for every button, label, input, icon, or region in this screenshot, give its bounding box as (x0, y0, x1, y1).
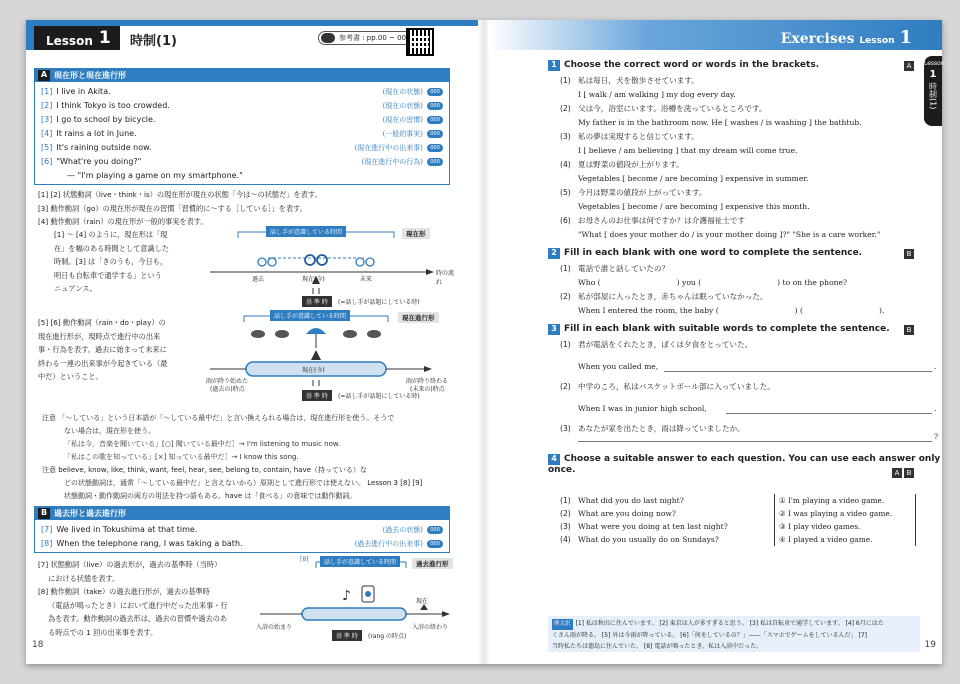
example-tag: (一般的事実) (382, 130, 423, 138)
q2-item-2-english[interactable] (578, 304, 918, 317)
diagram-time-label: 話し手が意識している時間 (320, 556, 400, 567)
item-japanese: 私は毎日，犬を散歩させています。 (578, 76, 699, 85)
q1-item-6-english[interactable]: "What [ does your mother do / is your mother doing ]?" "She is a care worker." (578, 230, 881, 239)
q3-item-1-end: . (934, 362, 937, 371)
q4-item-1 (560, 494, 684, 507)
blank-segment: ) ( (794, 306, 803, 315)
translation-line: [1] 私は秋田に住んでいます。 [2] 東京は人が多すぎると思う。 [3] 私は自転車で通学しています。 [4] 6月にはた (575, 620, 884, 627)
example-index: [2] (41, 101, 53, 110)
rule-line: 「私は今，音楽を聞いている」[○] 聞いている最中だ］→ I'm listening to music now. (64, 440, 341, 448)
item-number: (3) (560, 132, 571, 141)
answer-line[interactable] (578, 441, 932, 442)
diagram-base-text: (=話し手が話題にしている時) (338, 299, 420, 306)
section-a-letter: A (38, 70, 50, 81)
item-number: (1) (560, 496, 571, 505)
q1-item-6 (560, 214, 745, 227)
section-b-title: 過去形と過去進行形 (54, 509, 126, 518)
example-text: I think Tokyo is too crowded. (56, 101, 170, 110)
blank-segment: When I entered the room, the baby ( (578, 306, 719, 315)
translation-line: 当時私たちは徳島に住んでいた。 [8] 電話が鳴ったとき，私は入浴中だった。 (552, 643, 763, 650)
note-line: [1] [2] 状態動詞（live・think・is）の現在形が現在の状態「今は〜の状態だ」を表す。 (38, 190, 322, 199)
exercises-lesson-number: 1 (899, 27, 912, 48)
diagram-base-key: 基 準 時 (302, 390, 332, 401)
q1-item-3 (560, 130, 699, 143)
level-badge: B (904, 249, 914, 259)
item-number: (5) (560, 188, 571, 197)
item-number: (1) (560, 264, 571, 273)
translation-key: 例文訳 (552, 619, 573, 630)
audio-badge[interactable]: 000 (427, 158, 443, 166)
answer-line[interactable] (726, 413, 932, 414)
exercises-lesson-label: Lesson (859, 36, 895, 46)
past-progressive-diagram (256, 556, 456, 642)
level-badge: A (904, 61, 914, 71)
blank-segment: ) to on the phone? (777, 278, 848, 287)
question-number: 2 (548, 248, 560, 259)
item-japanese: 私の夢は実現すると信じています。 (578, 132, 699, 141)
item-japanese: あなたが家を出たとき，雨は降っていましたか。 (578, 424, 745, 433)
example-index: [5] (41, 143, 53, 152)
side-tab-number: 1 (929, 69, 937, 80)
rule-line: どの状態動詞は，通常「〜している最中だ」と言えないから）原則として進行形では使えない。 (64, 479, 365, 487)
rule-line: 注意 「〜している」という日本語が「〜している最中だ」と言い換えられる場合は，現在進行形を使う。そうで (42, 414, 395, 422)
example-1 (41, 85, 443, 99)
blank-segment: ). (879, 306, 885, 315)
example-5 (41, 141, 443, 155)
translation-box (548, 616, 920, 652)
answer-choice[interactable]: ④ I played a video game. (779, 535, 873, 544)
item-number: (2) (560, 104, 571, 113)
note-line: 在」を幅のある時間として意識した (54, 243, 170, 253)
example-4 (41, 127, 443, 141)
item-number: (4) (560, 160, 571, 169)
level-badge-b: B (904, 468, 914, 478)
notes-a (38, 188, 322, 229)
example-tag: (過去の状態) (382, 526, 423, 534)
example-index: [8] (41, 539, 53, 548)
diagram-tense-label: 現在形 (402, 228, 430, 239)
item-text: What did you do last night? (578, 496, 684, 505)
q3-item-3 (560, 422, 745, 435)
reference-pill (318, 31, 413, 45)
diagram-future-label: 未来 (360, 276, 373, 283)
example-index: [6] (41, 157, 53, 166)
example-tag: (現在の状態) (382, 88, 423, 96)
example-8 (41, 537, 443, 551)
item-number: (3) (560, 522, 571, 531)
diagram-now-label: 現在 (416, 598, 429, 605)
section-b-letter: B (38, 508, 50, 519)
answer-choice[interactable]: ③ I play video games. (779, 522, 861, 531)
example-text: We lived in Tokushima at that time. (56, 525, 198, 534)
q1-item-2-english[interactable]: My father is in the bathroom now. He [ washes / is washing ] the bathtub. (578, 118, 862, 127)
note-line: [8] 動作動詞（take）の過去進行形が，過去の基準時 (38, 587, 210, 596)
page-number-right: 19 (924, 640, 936, 650)
section-a-examples (34, 81, 450, 185)
note-line: 現在進行形が，現時点で進行中の出来 (38, 331, 161, 341)
q2-item-1 (560, 262, 669, 275)
q1-item-5 (560, 186, 706, 199)
q3-item-2 (560, 380, 775, 393)
section-b-header (34, 506, 450, 519)
item-japanese: 君が電話をくれたとき，ぼくは夕食をとっていた。 (578, 340, 753, 349)
answer-choice[interactable]: ② I was playing a video game. (779, 509, 893, 518)
note-line: [1] 〜 [4] のように，現在形は「現 (54, 230, 168, 239)
left-page (26, 20, 480, 664)
item-number: (2) (560, 292, 571, 301)
diagram-time-label: 話し手が意識している時間 (266, 226, 346, 237)
diagram-start-label: 入浴の始まり (256, 624, 293, 631)
section-b-examples (34, 519, 450, 553)
right-page (488, 20, 945, 664)
present-tense-diagram (206, 226, 456, 308)
example-tag: (現在進行中の行為) (361, 158, 423, 166)
question-2-header (548, 248, 862, 259)
q3-item-2-end: . (934, 404, 937, 413)
page-number-left: 18 (32, 640, 44, 650)
rules-block (42, 412, 422, 503)
item-japanese: 今月は野菜の値段が上がっています。 (578, 188, 707, 197)
q3-item-1-english: When you called me, (578, 362, 659, 371)
item-number: (2) (560, 382, 571, 391)
item-japanese: 夏は野菜の値段が上がります。 (578, 160, 684, 169)
example-tag: (現在の習慣) (382, 116, 423, 124)
diagram-end-label: 入浴の終わり (412, 624, 449, 631)
q1-item-1 (560, 74, 699, 87)
example-text: It's raining outside now. (56, 143, 152, 152)
section-a-title: 現在形と現在進行形 (54, 71, 126, 80)
diagram-base-text: (rang の時点) (368, 633, 407, 640)
note-line: 為を表す。動作動詞の過去形は，過去の習慣や過去のあ (48, 614, 228, 623)
example-index: [3] (41, 115, 53, 124)
item-text: What do you usually do on Sundays? (578, 535, 719, 544)
note-paragraph-2 (38, 316, 167, 384)
q2-item-2 (560, 290, 768, 303)
q3-item-3-end: ? (934, 432, 939, 441)
audio-badge[interactable]: 000 (427, 88, 443, 96)
example-text: It rains a lot in June. (56, 129, 137, 138)
item-number: (1) (560, 340, 571, 349)
progressive-diagram (206, 310, 456, 402)
section-a-header (34, 68, 450, 81)
q4-item-3 (560, 520, 728, 533)
note-line: における状態を表す。 (48, 573, 120, 583)
rule-line: 注意 believe, know, like, think, want, feel, hear, see, belong to, contain, have（持っている）な (42, 466, 367, 474)
item-japanese: 父は今，浴室にいます。浴槽を洗っているところです。 (578, 104, 767, 113)
diagram-example-index: [8] (300, 556, 309, 563)
q3-item-1 (560, 338, 752, 351)
textbook-spread (26, 20, 945, 664)
item-number: (1) (560, 76, 571, 85)
audio-badge[interactable]: 000 (427, 116, 443, 124)
diagram-start-label-2: (過去の)時点 (210, 386, 245, 393)
answer-choices (774, 494, 916, 546)
note-line: [3] 動作動詞（go）の現在形が現在の習慣「習慣的に〜する［している］」を表す。 (38, 203, 307, 213)
example-text: "What're you doing?" (56, 157, 142, 166)
q3-item-2-english: When I was in junior high school, (578, 404, 707, 413)
example-7 (41, 523, 443, 537)
q4-item-2 (560, 507, 676, 520)
note-paragraph-1 (54, 228, 169, 296)
item-number: (2) (560, 509, 571, 518)
level-badge-a: A (892, 468, 902, 478)
item-number: (6) (560, 216, 571, 225)
q1-item-4-english[interactable]: Vegetables [ become / are becoming ] expensive in summer. (578, 174, 809, 183)
item-number: (4) (560, 535, 571, 544)
diagram-tense-label: 過去進行形 (412, 558, 453, 569)
note-line: （電話が鳴ったとき）において進行中だった出来事・行 (48, 600, 228, 610)
audio-badge[interactable]: 000 (427, 144, 443, 152)
rule-reference: Lesson 3 [8] [9] (367, 479, 423, 487)
question-title: Fill in each blank with suitable words to complete the sentence. (564, 324, 890, 334)
audio-badge[interactable]: 000 (427, 130, 443, 138)
note-line: 終わる一連の出来事が今起きている（最 (38, 358, 168, 368)
item-japanese: 中学のころ，私はバスケットボール部に入っていました。 (578, 382, 775, 391)
diagram-flow-label: 時の流れ (436, 270, 455, 286)
answer-choice[interactable]: ① I'm playing a video game. (779, 496, 885, 505)
audio-badge[interactable]: 000 (427, 540, 443, 548)
question-number: 4 (548, 454, 560, 465)
question-title: Fill in each blank with one word to complete the sentence. (564, 248, 863, 258)
exercises-title-text: Exercises (780, 31, 855, 47)
q1-item-2 (560, 102, 767, 115)
note-line: [7] 状態動詞（live）の過去形が，過去の基準時（当時） (38, 560, 222, 569)
question-4-header (548, 454, 942, 475)
note-line: 時制。[3] は「きのうも，今日も， (54, 257, 168, 266)
item-number: (3) (560, 424, 571, 433)
reference-text: 参考書 : pp.00 ~ 00 (339, 34, 407, 42)
diagram-now-label: 現在(今) (302, 367, 325, 374)
example-index: [7] (41, 525, 53, 534)
question-title: Choose a suitable answer to each question. You can use each answer only once. (548, 454, 941, 475)
diagram-past-label: 過去 (252, 276, 265, 283)
q2-item-1-english[interactable] (578, 276, 918, 289)
example-text: When the telephone rang, I was taking a bath. (56, 539, 243, 548)
side-tab-text: 時制(1) (928, 82, 938, 110)
example-tag: (現在の状態) (382, 102, 423, 110)
blank-segment: Who ( (578, 278, 601, 287)
example-2 (41, 99, 443, 113)
item-text: What were you doing at ten last night? (578, 522, 728, 531)
rule-line: 「私はこの歌を知っている」[×] 知っている最中だ］→ I know this song. (64, 453, 299, 461)
diagram-start-label: 雨が降り始めた (206, 378, 249, 385)
q1-item-3-english[interactable]: I [ believe / am believing ] that my dream will come true. (578, 146, 798, 155)
q1-item-5-english[interactable]: Vegetables [ become / are becoming ] expensive this month. (578, 202, 810, 211)
note-line: 事・行為を表す。過去に始まって未来に (38, 345, 167, 354)
qr-code-icon[interactable] (406, 28, 434, 56)
example-tag: (現在進行中の出来事) (354, 144, 423, 152)
question-1-header (548, 60, 819, 71)
lesson-number: 1 (98, 28, 111, 48)
diagram-base-key: 基 準 時 (332, 630, 362, 641)
question-number: 3 (548, 324, 560, 335)
note-line: 明日も自転車で通学する」という (54, 270, 162, 280)
q1-item-1-english[interactable]: I [ walk / am walking ] my dog every day. (578, 90, 736, 99)
notes-b (38, 558, 228, 639)
diagram-base-key: 基 準 時 (302, 296, 332, 307)
q1-item-4 (560, 158, 684, 171)
diagram-end-label: 雨が降り終わる (406, 378, 449, 385)
diagram-tense-label: 現在進行形 (398, 312, 439, 323)
q4-item-4 (560, 533, 719, 546)
item-japanese: 私が部屋に入ったとき，赤ちゃんは眠っていなかった。 (578, 292, 768, 301)
svg-text:♪: ♪ (342, 588, 351, 604)
item-text: What are you doing now? (578, 509, 676, 518)
example-6-response: — "I'm playing a game on my smartphone." (67, 171, 243, 180)
rule-line: 状態動詞・動作動詞の両方の用法を持つ語もある。have は「食べる」の意味では動作動詞。 (64, 492, 357, 500)
diagram-end-label-2: (未来の)時点 (410, 386, 445, 393)
answer-line[interactable] (664, 371, 932, 372)
lesson-title-text: 時制(1) (130, 34, 177, 49)
lesson-side-tab[interactable] (924, 56, 945, 126)
note-line: る時点での 1 回の出来事を表す。 (48, 627, 158, 637)
question-3-header (548, 324, 890, 335)
note-line: [4] 動作動詞（rain）の現在形が一般的事実を表す。 (38, 217, 208, 226)
translation-line: くさん雨が降る。 [5] 外は今雨が降っている。 [6]「何をしているの？」——「スマホでゲームをしているんだ」 [7] (552, 632, 868, 639)
example-text: I live in Akita. (56, 87, 111, 96)
example-index: [4] (41, 129, 53, 138)
exercises-title (781, 27, 912, 48)
question-title: Choose the correct word or words in the brackets. (564, 60, 820, 70)
lesson-tab (34, 26, 120, 50)
lesson-label: Lesson (46, 34, 93, 48)
blank-segment: ) you ( (676, 278, 702, 287)
rule-line: ない場合は，現在形を使う。 (64, 427, 155, 435)
diagram-time-label: 話し手が意識している時間 (270, 310, 350, 321)
diagram-base-text: (=話し手が話題にしている時) (338, 393, 420, 400)
audio-badge[interactable]: 000 (427, 102, 443, 110)
example-tag: (過去進行中の出来事) (354, 540, 423, 548)
book-icon (321, 33, 335, 43)
note-line: 中だ）ということ。 (38, 372, 103, 381)
example-index: [1] (41, 87, 53, 96)
side-tab-label: Lesson (924, 60, 945, 67)
level-badge: B (904, 325, 914, 335)
example-text: I go to school by bicycle. (56, 115, 156, 124)
note-line: [5] [6] 動作動詞（rain・do・play）の (38, 318, 166, 327)
example-6 (41, 155, 443, 169)
question-number: 1 (548, 60, 560, 71)
item-japanese: お母さんのお仕事は何ですか？は介護福祉士です (578, 216, 746, 225)
audio-badge[interactable]: 000 (427, 526, 443, 534)
item-japanese: 電話で誰と話していたの？ (578, 264, 670, 273)
diagram-now-label: 現在(今) (302, 276, 325, 283)
example-3 (41, 113, 443, 127)
note-line: ニュアンス。 (54, 284, 97, 293)
